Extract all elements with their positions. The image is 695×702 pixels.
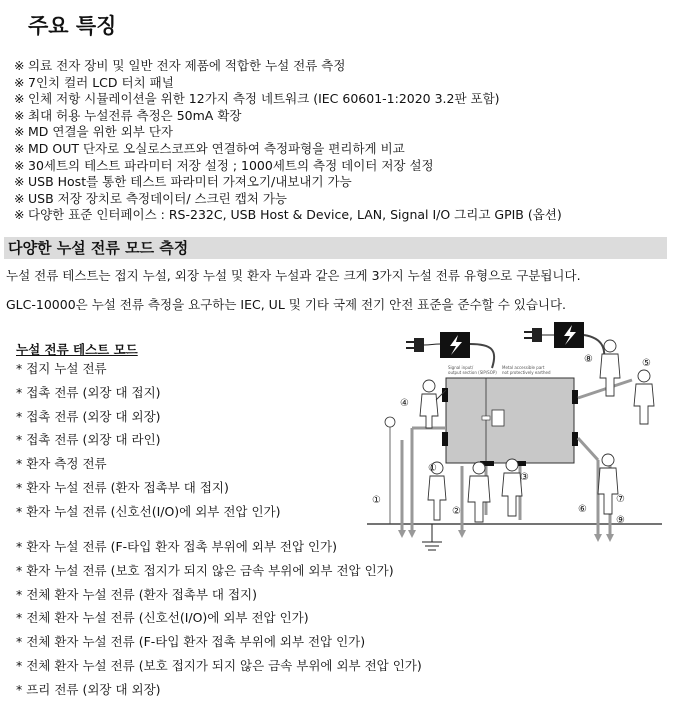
callout-9: ⑨	[616, 515, 625, 526]
outlet-icon	[385, 417, 395, 427]
person-figure	[420, 380, 446, 428]
mode-list-group-a	[16, 357, 281, 524]
section-header: 다양한 누설 전류 모드 측정	[4, 237, 667, 259]
mode-item: * 접지 누설 전류	[16, 361, 107, 376]
reference-mark-icon: ※	[14, 124, 25, 140]
person-figure	[634, 370, 654, 424]
callout-7: ⑦	[616, 494, 625, 505]
mode-item: * 환자 누설 전류 (F-타입 환자 접촉 부위에 외부 전압 인가)	[16, 539, 338, 554]
feature-text: 인체 저항 시뮬레이션을 위한 12가지 측정 네트워크 (IEC 60601-1:2020 3.2판 포함)	[28, 91, 500, 107]
feature-text: 30세트의 테스트 파라미터 저장 설정 ; 1000세트의 측정 데이터 저장 설정	[28, 157, 434, 173]
mode-item: * 환자 누설 전류 (환자 접촉부 대 접지)	[16, 479, 229, 495]
mode-item: * 프리 전류 (외장 대 외장)	[16, 681, 161, 697]
reference-mark-icon: ※	[14, 107, 25, 123]
feature-text: 최대 허용 누설전류 측정은 50mA 확장	[28, 107, 242, 123]
reference-mark-icon: ※	[14, 58, 25, 73]
leakage-test-diagram	[362, 320, 667, 552]
feature-item	[14, 158, 562, 175]
mode-list-group-b	[16, 535, 422, 702]
reference-mark-icon: ※	[14, 91, 25, 107]
intro-paragraph-1: 누설 전류 테스트는 접지 누설, 외장 누설 및 환자 누설과 같은 크게 3가지 누설 전류 유형으로 구분됩니다.	[6, 268, 581, 283]
mode-item: * 접촉 전류 (외장 대 라인)	[16, 432, 161, 448]
mode-item: * 전체 환자 누설 전류 (신호선(I/O)에 외부 전압 인가)	[16, 610, 309, 626]
feature-item	[14, 108, 562, 125]
feature-item	[14, 91, 562, 108]
callout-4: ④	[400, 398, 409, 409]
mode-item: * 전체 환자 누설 전류 (F-타입 환자 접촉 부위에 외부 전압 인가)	[16, 634, 366, 650]
feature-item	[14, 174, 562, 191]
power-plug-icon	[406, 332, 494, 368]
reference-mark-icon: ※	[14, 190, 25, 206]
feature-item	[14, 141, 562, 158]
reference-mark-icon: ※	[14, 174, 25, 190]
reference-mark-icon: ※	[14, 74, 25, 90]
person-figure	[598, 454, 618, 514]
callout-6: ⑥	[578, 504, 587, 515]
feature-text: MD OUT 단자로 오실로스코프와 연결하여 측정파형을 편리하게 비교	[28, 140, 405, 156]
mode-item: * 전체 환자 누설 전류 (환자 접촉부 대 접지)	[16, 586, 257, 602]
equipment-box	[446, 378, 574, 463]
feature-item	[14, 75, 562, 92]
callout-3: ③	[520, 472, 529, 483]
intro-paragraph-2: GLC-10000은 누설 전류 측정을 요구하는 IEC, UL 및 기타 국제 전기 안전 표준을 준수할 수 있습니다.	[6, 297, 567, 312]
reference-mark-icon: ※	[14, 207, 25, 223]
callout-1b: ①	[428, 463, 437, 474]
mode-item: * 환자 누설 전류 (신호선(I/O)에 외부 전압 인가)	[16, 503, 281, 519]
feature-item	[14, 124, 562, 141]
page-title: 주요 특징	[28, 14, 117, 38]
feature-item	[14, 58, 562, 75]
feature-text: 다양한 표준 인터페이스 : RS-232C, USB Host & Device, LAN, Signal I/O 그리고 GPIB (옵션)	[28, 207, 562, 223]
reference-mark-icon: ※	[14, 140, 25, 156]
feature-item	[14, 191, 562, 208]
label-signal-io: Signal input/ output section (SIP/SOP)	[448, 365, 497, 375]
mode-item: * 접촉 전류 (외장 대 접지)	[16, 384, 161, 400]
feature-text: USB Host를 통한 테스트 파라미터 가져오기/내보내기 가능	[28, 174, 352, 190]
callout-8: ⑧	[584, 354, 593, 365]
feature-text: USB 저장 장치로 측정데이터/ 스크린 캡처 가능	[28, 190, 287, 206]
mode-item: * 접촉 전류 (외장 대 외장)	[16, 408, 161, 424]
mode-list-title: 누설 전류 테스트 모드	[16, 342, 138, 357]
label-metal-part: Metal accessible part not protectively earthed	[502, 365, 551, 375]
feature-text: 7인치 컬러 LCD 터치 패널	[28, 74, 174, 90]
feature-list	[14, 58, 562, 224]
earth-ground-icon	[422, 524, 442, 550]
mode-item: * 환자 누설 전류 (보호 접지가 되지 않은 금속 부위에 외부 전압 인가)	[16, 562, 394, 578]
callout-2: ②	[452, 506, 461, 517]
feature-text: MD 연결을 위한 외부 단자	[28, 124, 173, 140]
reference-mark-icon: ※	[14, 157, 25, 173]
mode-item: * 전체 환자 누설 전류 (보호 접지가 되지 않은 금속 부위에 외부 전압 인가)	[16, 657, 422, 673]
feature-item	[14, 207, 562, 224]
feature-text: 의료 전자 장비 및 일반 전자 제품에 적합한 누설 전류 측정	[28, 58, 346, 73]
callout-1: ①	[372, 495, 381, 506]
mode-item: * 환자 측정 전류	[16, 456, 107, 472]
callout-5: ⑤	[642, 358, 651, 369]
